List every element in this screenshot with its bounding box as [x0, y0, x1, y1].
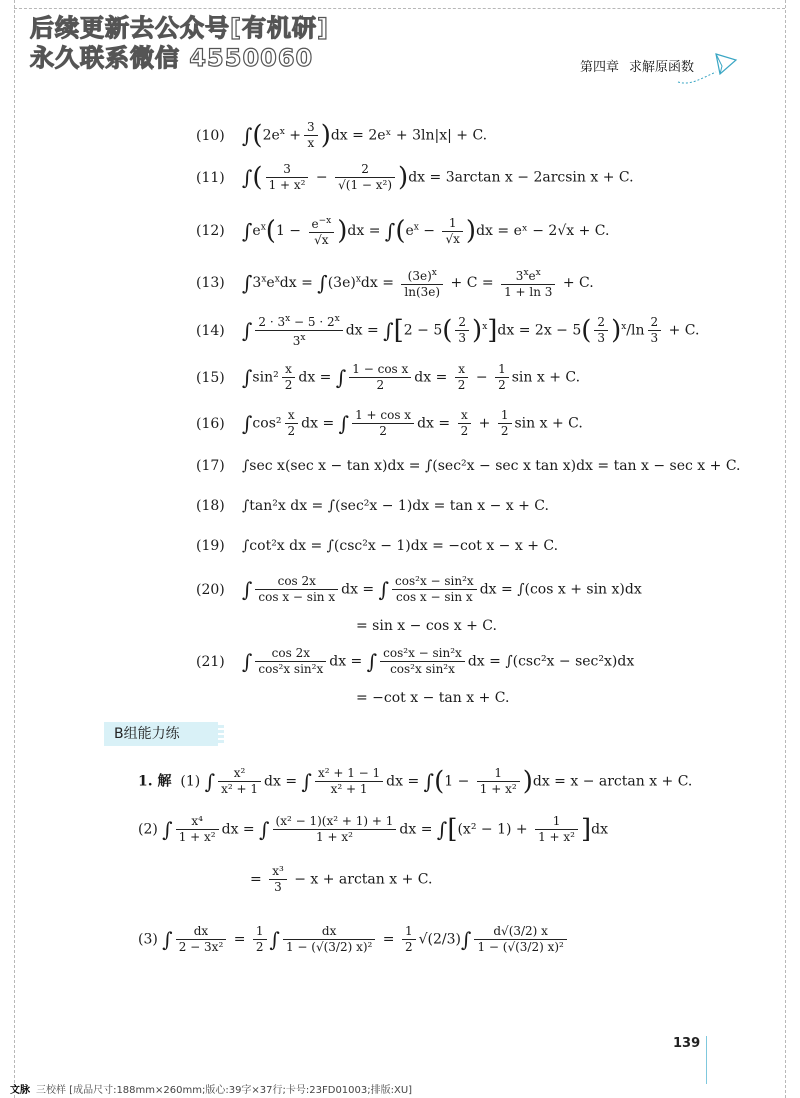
- step: = ∫(cos x + sin x)dx: [501, 581, 642, 598]
- item-number: (12): [196, 223, 225, 239]
- watermark-line-1: 后续更新去公众号[有机研]: [30, 14, 329, 42]
- section-b-heading: B组能力练: [104, 722, 218, 746]
- trim-line-right: [785, 0, 786, 1098]
- item-number: (17): [196, 458, 225, 474]
- item-number: (13): [196, 275, 225, 291]
- result: + C.: [668, 322, 700, 339]
- item-number: (20): [196, 581, 225, 598]
- item-number: (18): [196, 498, 225, 514]
- problem-1-part-1: 1. 解 (1) ∫ $\frac{\text{x²}}{\text{x² + 1}}$ dx = ∫ $\frac{\text{x² + 1 − 1}}{\text{x² + 1}}$ dx = ∫(1 − $\frac{1}{\text{1 + x²}}$ )dx = x − arctan x + C.: [138, 766, 693, 797]
- result: eˣ − 2√x + C.: [513, 223, 610, 239]
- chapter-label: 第四章: [580, 60, 620, 75]
- equation-21-continued: = −cot x − tan x + C.: [356, 690, 510, 706]
- result: sin x + C.: [514, 415, 583, 432]
- equation-21: (21) ∫ $\frac{\cos 2x}{\text{cos²x sin²x}}$ dx = ∫ $\frac{\text{cos²x − sin²x}}{\text{cos²x sin²x}}$ dx = ∫(csc²x − sec²x)dx: [196, 646, 635, 676]
- result: − x + arctan x + C.: [294, 871, 433, 888]
- print-footer: [10, 1081, 412, 1096]
- equation-14: (14) ∫ $\frac{2 \cdot 3^x - 5 \cdot 2^x}{3^x}$ dx = ∫[2 − 5( $\frac{2}{3}$ )$^x$]dx = 2x − 5( $\frac{2}{3}$ )$^x$/ln $\frac{2}{3}$ + C.: [196, 314, 700, 348]
- equation-11: (11) ∫( $\frac{3}{\text{1 + x²}}$ − $\frac{2}{\text{√(1 − x²)}}$ )dx = 3arctan x − 2arcsin x + C.: [196, 162, 634, 193]
- equation-10: (10) $\int(2e^x$ + $\frac{3}{x}$ )dx = 2eˣ + 3ln|x| + C.: [196, 120, 488, 151]
- part-number: (1): [180, 773, 201, 790]
- page-number-rule: [706, 1036, 707, 1084]
- paper-plane-icon: [676, 52, 738, 88]
- equation-19: [196, 538, 558, 554]
- problem-1-part-2-continued: = $\frac{\text{x³}}{3}$ − x + arctan x + C.: [250, 864, 433, 894]
- result: sin x + C.: [511, 369, 581, 386]
- footer-info: 三校样 [成品尺寸:188mm×260mm;版心:39字×37行;卡号:23FD01003;排版:XU]: [36, 1085, 413, 1096]
- equation-20-continued: = sin x − cos x + C.: [356, 618, 497, 634]
- result: 2eˣ + 3ln|x| + C.: [368, 127, 488, 144]
- equation-12: (12) $\int e^x(1$ − $\frac{e^{-x}}{√x}$ )$dx = \int(e^x$ − $\frac{1}{√x}$ )dx = eˣ − 2√x + C.: [196, 215, 610, 247]
- equation-18: [196, 498, 549, 514]
- step: = ∫(csc²x − sec²x)dx: [489, 653, 635, 670]
- page-number: 139: [673, 1036, 701, 1051]
- result: + C.: [562, 275, 594, 291]
- item-number: (10): [196, 127, 225, 144]
- watermark-line-2: 永久联系微信 4550060: [30, 44, 314, 72]
- equation-text: ∫cot²x dx = ∫(csc²x − 1)dx = −cot x − x + C.: [242, 538, 559, 554]
- equation-text: ∫tan²x dx = ∫(sec²x − 1)dx = tan x − x + C.: [242, 498, 549, 514]
- solution-label: 1. 解: [138, 773, 172, 790]
- item-number: (14): [196, 322, 225, 339]
- item-number: (19): [196, 538, 225, 554]
- result: dx = x − arctan x + C.: [532, 773, 693, 790]
- trim-line-left: [14, 0, 15, 1098]
- equation-13: (13) $\int 3^xe^xdx = \int(3e)^xdx$ = $\frac{(3e)^x}{\ln(3e)}$ + C = $\frac{3^xe^x}{1 + \ln 3}$ + C.: [196, 268, 594, 299]
- problem-1-part-2: (2) ∫ $\frac{\text{x⁴}}{\text{1 + x²}}$ dx = ∫ $\frac{\text{(x² − 1)(x² + 1) + 1}}{\text{1 + x²}}$ dx = ∫[(x² − 1) + $\frac{1}{\text{1 + x²}}$ ]dx: [138, 814, 608, 845]
- footer-brand: 文脉: [10, 1085, 30, 1096]
- equation-16: (16) ∫cos² $\frac{x}{2}$ dx = ∫ $\frac{\text{1 + cos x}}{2}$ dx = $\frac{x}{2}$ + $\frac{1}{2}$ sin x + C.: [196, 408, 583, 438]
- equation-20: (20) ∫ $\frac{\cos 2x}{\text{cos x − sin x}}$ dx = ∫ $\frac{\text{cos²x − sin²x}}{\text{cos x − sin x}}$ dx = ∫(cos x + sin x)dx: [196, 574, 642, 604]
- problem-1-part-3: (3) ∫ $\frac{dx}{\text{2 − 3x²}}$ = $\frac{1}{2}$ ∫ $\frac{dx}{\text{1 − (√(3/2) x)²}}$ = $\frac{1}{2}$ √(2/3)∫ $\frac{d√(3/2) x}{\text{1 − (√(3/2) x)²}}$: [138, 924, 570, 955]
- equation-text: ∫sec x(sec x − tan x)dx = ∫(sec²x − sec x tan x)dx = tan x − sec x + C.: [242, 458, 741, 474]
- result: 3arctan x − 2arcsin x + C.: [445, 169, 634, 186]
- equation-17: [196, 458, 741, 474]
- part-number: (3): [138, 931, 158, 948]
- equation-15: (15) ∫sin² $\frac{x}{2}$ dx = ∫ $\frac{\text{1 − cos x}}{2}$ dx = $\frac{x}{2}$ − $\frac{1}{2}$ sin x + C.: [196, 362, 581, 392]
- chapter-title: 求解原函数: [629, 60, 695, 75]
- item-number: (11): [196, 169, 225, 186]
- item-number: (16): [196, 415, 225, 432]
- part-number: (2): [138, 821, 158, 838]
- item-number: (21): [196, 653, 225, 670]
- item-number: (15): [196, 369, 225, 386]
